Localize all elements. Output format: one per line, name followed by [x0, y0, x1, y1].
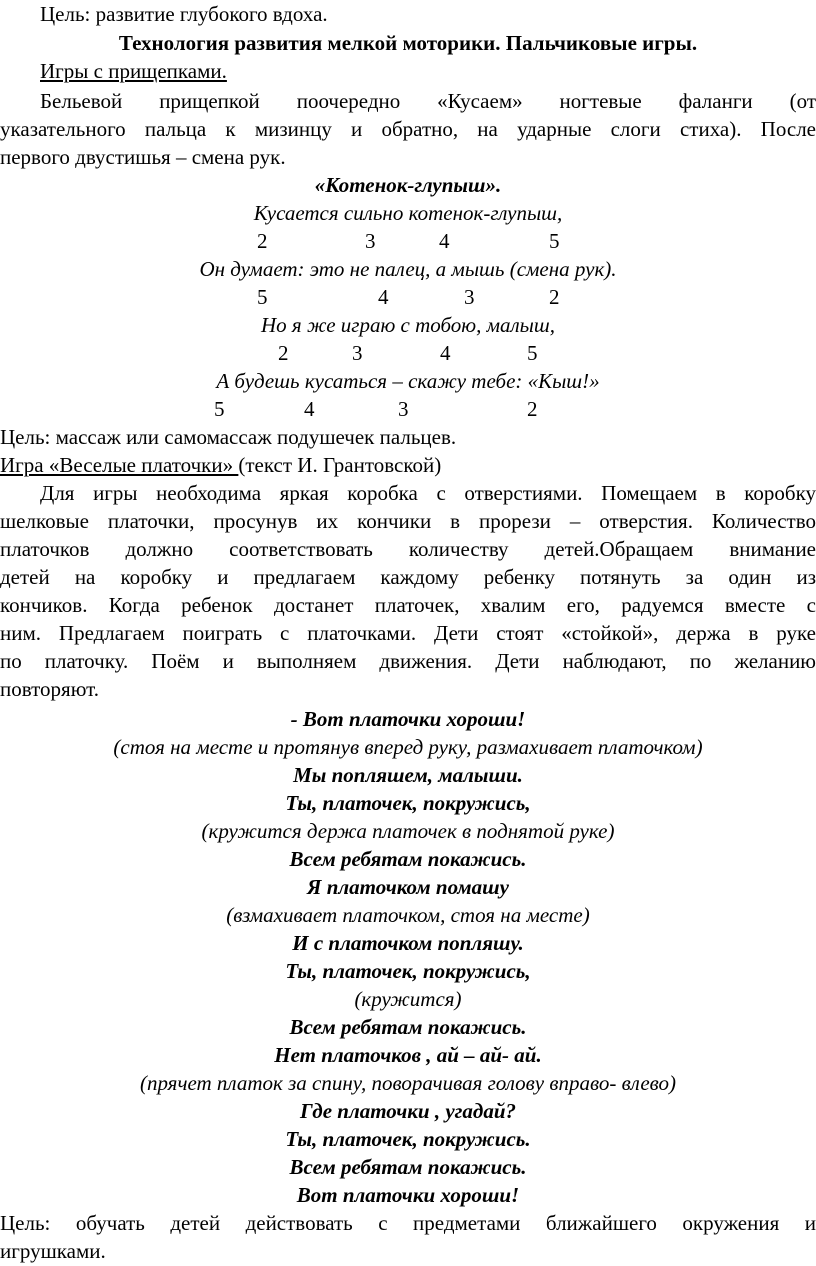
para2-line: Для игры необходима яркая коробка с отверстиями. Помещаем в коробку — [40, 481, 816, 505]
para2-line: повторяют. — [0, 677, 99, 701]
poem2-verse: Всем ребятам покажись. — [289, 1155, 527, 1179]
poem2-verse: Всем ребятам покажись. — [289, 1015, 527, 1039]
syllable-number: 2 — [278, 341, 289, 365]
poem1-line: Но я же играю с тобою, малыш, — [261, 313, 555, 337]
syllable-number: 4 — [378, 285, 389, 309]
syllable-number: 4 — [439, 229, 450, 253]
syllable-number: 5 — [214, 397, 225, 421]
poem2-verse: Всем ребятам покажись. — [289, 847, 527, 871]
para2-line: кончиков. Когда ребенок достанет платочек, хвалим его, радуемся вместе с — [0, 593, 816, 617]
game2-heading — [0, 451, 816, 479]
syllable-number: 2 — [527, 397, 538, 421]
syllable-number: 5 — [257, 285, 268, 309]
goal-line-3: Цель: обучать детей действовать с предметами ближайшего окружения и — [0, 1211, 816, 1235]
syllable-number: 5 — [527, 341, 538, 365]
para2-line: по платочку. Поём и выполняем движения. Дети наблюдают, по желанию — [0, 649, 816, 673]
poem2-verse: Я платочком помашу — [307, 875, 509, 899]
poem2-verse: Где платочки , угадай? — [299, 1099, 517, 1123]
poem1-line: Он думает: это не палец, а мышь (смена рук). — [199, 257, 617, 281]
poem2-verse: Ты, платочек, покружись, — [285, 791, 531, 815]
poem2-verse: Ты, платочек, покружись, — [285, 959, 531, 983]
syllable-number: 4 — [440, 341, 451, 365]
syllable-number: 4 — [304, 397, 315, 421]
poem2-action: (взмахивает платочком, стоя на месте) — [226, 903, 590, 927]
poem1-line: А будешь кусаться – скажу тебе: «Кыш!» — [216, 369, 600, 393]
section-title: Технология развития мелкой моторики. Пальчиковые игры. — [118, 31, 698, 55]
syllable-number: 3 — [352, 341, 363, 365]
goal-line-2: Цель: массаж или самомассаж подушечек пальцев. — [0, 425, 457, 449]
syllable-number: 2 — [549, 285, 560, 309]
goal-line-1: Цель: развитие глубокого вдоха. — [40, 2, 328, 26]
para2-line: платочков должно соответствовать количеству детей.Обращаем внимание — [0, 537, 816, 561]
poem1-line: Кусается сильно котенок-глупыш, — [253, 201, 563, 225]
poem2-verse: И с платочком попляшу. — [292, 931, 524, 955]
poem1-title: «Котенок-глупыш». — [314, 173, 502, 197]
poem2-verse: - Вот платочки хороши! — [290, 707, 526, 731]
game2-author: (текст И. Грантовской) — [238, 453, 442, 477]
game2-name: Игра «Веселые платочки» — [0, 453, 239, 477]
para2-line: шелковые платочки, просунув их кончики в прорези – отверстия. Количество — [0, 509, 816, 533]
syllable-number: 3 — [464, 285, 475, 309]
para1-line: первого двустишья – смена рук. — [0, 145, 286, 169]
goal-line-3-cont: игрушками. — [0, 1239, 106, 1263]
para2-line: ним. Предлагаем поиграть с платочками. Дети стоят «стойкой», держа в руке — [0, 621, 816, 645]
poem2-verse: Вот платочки хороши! — [296, 1183, 520, 1207]
games-clothespins-label: Игры с прищепками. — [40, 59, 227, 83]
para1-line: указательного пальца к мизинцу и обратно, на ударные слоги стиха). После — [0, 117, 816, 141]
syllable-number: 3 — [365, 229, 376, 253]
games-clothespins-heading — [0, 57, 816, 85]
poem2-verse: Мы попляшем, малыши. — [293, 763, 523, 787]
para1-line: Бельевой прищепкой поочередно «Кусаем» ногтевые фаланги (от — [40, 89, 816, 113]
poem2-action: (стоя на месте и протянув вперед руку, размахивает платочком) — [113, 735, 703, 759]
para2-line: детей на коробку и предлагаем каждому ребенку потянуть за один из — [0, 565, 816, 589]
syllable-number: 5 — [549, 229, 560, 253]
poem2-action: (кружится держа платочек в поднятой руке) — [201, 819, 615, 843]
syllable-number: 2 — [257, 229, 268, 253]
poem2-action: (кружится) — [354, 987, 462, 1011]
poem2-verse: Ты, платочек, покружись. — [285, 1127, 531, 1151]
poem2-verse: Нет платочков , ай – ай- ай. — [274, 1043, 542, 1067]
poem2-action: (прячет платок за спину, поворачивая голову вправо- влево) — [139, 1071, 677, 1095]
syllable-number: 3 — [398, 397, 409, 421]
